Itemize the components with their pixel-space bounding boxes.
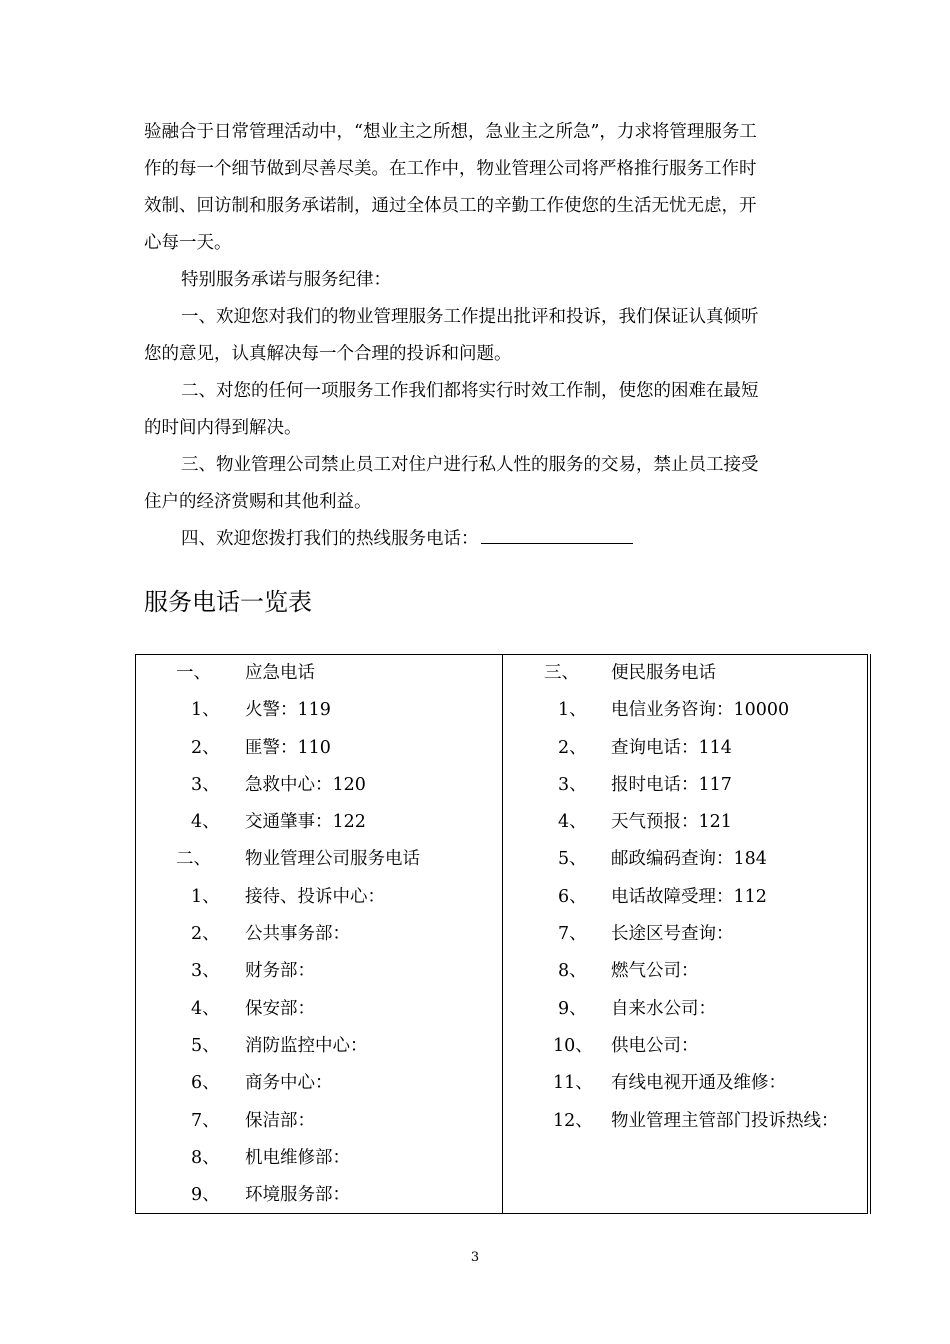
intro-line-2: 作的每一个细节做到尽善尽美。在工作中，物业管理公司将严格推行服务工作时 (144, 159, 757, 179)
row-number: 11、 (553, 1073, 593, 1094)
phone-directory-table (135, 654, 868, 1214)
table-row (503, 953, 867, 990)
row-text: 查询电话：114 (611, 737, 732, 758)
row-text: 邮政编码查询：184 (611, 849, 767, 870)
row-number: 2、 (191, 737, 220, 758)
table-row (503, 1103, 867, 1140)
row-number: 6、 (191, 1073, 220, 1094)
row-text: 天气预报：121 (611, 812, 732, 833)
row-text: 物业管理主管部门投诉热线： (611, 1110, 839, 1131)
hotline-line (144, 521, 814, 558)
table-row (503, 655, 867, 692)
commitment-3-line-2: 住户的经济赏赐和其他利益。 (144, 492, 372, 512)
row-text: 长途区号查询： (611, 924, 734, 945)
row-number: 2、 (558, 737, 587, 758)
commitment-2-line-2: 的时间内得到解决。 (144, 418, 302, 438)
table-outer-edge (870, 654, 871, 1214)
row-text: 火警：119 (245, 700, 331, 721)
commitment-1-line-2: 您的意见，认真解决每一个合理的投诉和问题。 (144, 344, 512, 364)
hotline-text: 四、欢迎您拨打我们的热线服务电话： (181, 529, 479, 549)
table-row (136, 991, 502, 1028)
row-text: 商务中心： (245, 1073, 333, 1094)
row-number: 5、 (191, 1035, 220, 1056)
row-number: 4、 (191, 998, 220, 1019)
table-row (503, 991, 867, 1028)
table-row (136, 1065, 502, 1102)
row-number: 7、 (558, 924, 587, 945)
row-text: 电信业务咨询：10000 (611, 700, 790, 721)
row-number: 6、 (558, 886, 587, 907)
row-number: 9、 (191, 1185, 220, 1206)
body-text (144, 114, 814, 558)
row-text: 供电公司： (611, 1035, 699, 1056)
row-text: 燃气公司： (611, 961, 699, 982)
row-text: 机电维修部： (245, 1147, 350, 1168)
row-text: 环境服务部： (245, 1185, 350, 1206)
table-row (136, 730, 502, 767)
row-text: 消防监控中心： (245, 1035, 368, 1056)
row-text: 匪警：110 (245, 737, 331, 758)
hotline-blank (481, 523, 633, 544)
row-number: 1、 (558, 700, 587, 721)
row-number: 8、 (191, 1147, 220, 1168)
row-number: 7、 (191, 1110, 220, 1131)
table-row (503, 1028, 867, 1065)
table-row (503, 804, 867, 841)
page-number: 3 (470, 1250, 480, 1265)
row-number: 2、 (191, 924, 220, 945)
commitment-heading: 特别服务承诺与服务纪律： (181, 270, 391, 290)
row-number: 8、 (558, 961, 587, 982)
commitment-3-line-1: 三、物业管理公司禁止员工对住户进行私人性的服务的交易，禁止员工接受 (181, 455, 759, 475)
row-text: 接待、投诉中心： (245, 886, 385, 907)
row-text: 急救中心：120 (245, 774, 366, 795)
table-row (136, 692, 502, 729)
table-row (136, 841, 502, 878)
row-number: 12、 (553, 1110, 593, 1131)
table-row (136, 953, 502, 990)
table-row (136, 1177, 502, 1214)
intro-line-1: 验融合于日常管理活动中，“想业主之所想，急业主之所急”，力求将管理服务工 (144, 122, 757, 142)
table-row (503, 692, 867, 729)
row-text: 交通肇事：122 (245, 812, 366, 833)
table-row (503, 1065, 867, 1102)
table-row (136, 879, 502, 916)
row-number: 10、 (553, 1035, 593, 1056)
row-number: 二、 (176, 849, 211, 870)
intro-line-4: 心每一天。 (144, 233, 232, 253)
row-text: 电话故障受理：112 (611, 886, 767, 907)
row-text: 自来水公司： (611, 998, 716, 1019)
table-row (136, 1028, 502, 1065)
row-text: 保安部： (245, 998, 315, 1019)
table-row (136, 916, 502, 953)
intro-line-3: 效制、回访制和服务承诺制，通过全体员工的辛勤工作使您的生活无忧无虑，开 (144, 196, 757, 216)
row-number: 9、 (558, 998, 587, 1019)
table-row (136, 1103, 502, 1140)
table-row (503, 916, 867, 953)
left-column (136, 655, 503, 1213)
table-row (136, 655, 502, 692)
row-number: 1、 (191, 700, 220, 721)
row-text: 报时电话：117 (611, 774, 732, 795)
row-number: 三、 (544, 663, 579, 683)
row-text: 有线电视开通及维修： (611, 1073, 786, 1094)
row-text: 应急电话 (245, 663, 315, 683)
row-number: 1、 (191, 886, 220, 907)
row-text: 保洁部： (245, 1110, 315, 1131)
table-row (136, 804, 502, 841)
table-row (503, 841, 867, 878)
row-number: 一、 (176, 663, 211, 683)
row-text: 财务部： (245, 961, 315, 982)
row-number: 3、 (191, 961, 220, 982)
row-number: 3、 (191, 774, 220, 795)
table-row (136, 767, 502, 804)
row-text: 物业管理公司服务电话 (245, 849, 420, 870)
row-number: 4、 (558, 812, 587, 833)
table-title: 服务电话一览表 (144, 588, 312, 616)
row-number: 3、 (558, 774, 587, 795)
right-column (503, 655, 867, 1213)
table-row (503, 767, 867, 804)
row-number: 4、 (191, 812, 220, 833)
commitment-2-line-1: 二、对您的任何一项服务工作我们都将实行时效工作制，使您的困难在最短 (181, 381, 759, 401)
table-row (136, 1140, 502, 1177)
row-text: 便民服务电话 (611, 663, 716, 683)
row-text: 公共事务部： (245, 924, 350, 945)
row-number: 5、 (558, 849, 587, 870)
commitment-1-line-1: 一、欢迎您对我们的物业管理服务工作提出批评和投诉，我们保证认真倾听 (181, 307, 759, 327)
table-row (503, 730, 867, 767)
table-row (503, 879, 867, 916)
